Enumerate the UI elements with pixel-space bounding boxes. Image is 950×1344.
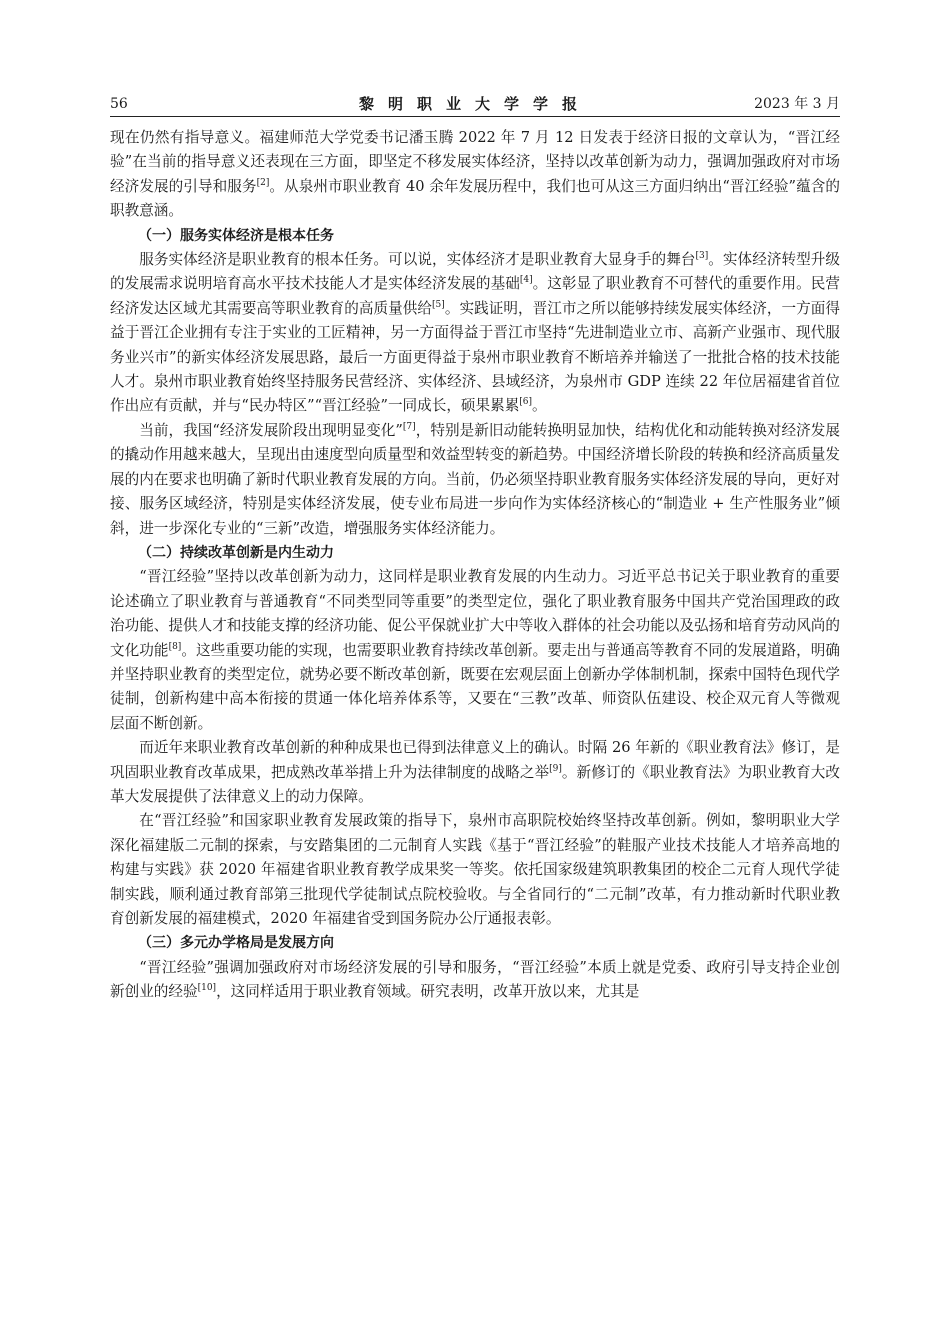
article-body [110,126,840,1005]
paragraph: 现在仍然有指导意义。福建师范大学党委书记潘玉腾 2022 年 7 月 12 日发表于经济日报的文章认为，“晋江经验”在当前的指导意义还表现在三方面，即坚定不移发展实体经济，坚持以改革创新为动力，强调加强政府对市场经济发展的引导和服务[2]。从泉州市职业教育 40 余年发展历程中，我们也可从这三方面归纳出“晋江经验”蕴含的职教意涵。 [110,129,840,220]
paragraph: “晋江经验”强调加强政府对市场经济发展的引导和服务，“晋江经验”本质上就是党委、政府引导支持企业创新创业的经验[10]，这同样适用于职业教育领域。研究表明，改革开放以来，尤其是 [110,958,840,1001]
running-header [110,92,840,116]
header-rule [110,116,840,117]
paragraph: “晋江经验”坚持以改革创新为动力，这同样是职业教育发展的内生动力。习近平总书记关于职业教育的重要论述确立了职业教育与普通教育“不同类型同等重要”的类型定位，强化了职业教育服务中国共产党治国理政的政治功能、提供人才和技能支撑的经济功能、促公平保就业扩大中等收入群体的社会功能以及弘扬和培育劳动风尚的文化功能[8]。这些重要功能的实现，也需要职业教育持续改革创新。要走出与普通高等教育不同的发展道路，明确并坚持职业教育的类型定位，就势必要不断改革创新，既要在宏观层面上创新办学体制机制，探索中国特色现代学徒制，创新构建中高本衔接的贯通一体化培养体系等，又要在“三教”改革、师资队伍建设、校企双元育人等微观层面不断创新。 [110,568,840,732]
page-number: 56 [110,96,128,112]
paragraph: 当前，我国“经济发展阶段出现明显变化”[7]，特别是新旧动能转换明显加快，结构优化和动能转换对经济发展的撬动作用越来越大，呈现出由速度型向质量型和效益型转变的新趋势。中国经济增长阶段的转换和经济高质量发展的内在要求也明确了新时代职业教育发展的方向。当前，仍必须坚持职业教育服务实体经济发展的导向，更好对接、服务区域经济，特别是实体经济发展，使专业布局进一步向作为实体经济核心的“制造业 + 生产性服务业”倾斜，进一步深化专业的“三新”改造，增强服务实体经济能力。 [110,421,840,537]
paragraph: 在“晋江经验”和国家职业教育发展政策的指导下，泉州市高职院校始终坚持改革创新。例如，黎明职业大学深化福建版二元制的探索，与安踏集团的二元制育人实践《基于“晋江经验”的鞋服产业技术技能人才培养高地的构建与实践》获 2020 年福建省职业教育教学成果奖一等奖。依托国家级建筑职教集团的校企二元育人现代学徒制实践，顺利通过教育部第三批现代学徒制试点院校验收。与全省同行的“二元制”改革，有力推动新时代职业教育创新发展的福建模式，2020 年福建省受到国务院办公厅通报表彰。 [110,812,840,927]
paragraph: 而近年来职业教育改革创新的种种成果也已得到法律意义上的确认。时隔 26 年新的《职业教育法》修订，是巩固职业教育改革成果，把成熟改革举措上升为法律制度的战略之举[9]。新修订的《职业教育法》为职业教育大改革大发展提供了法律意义上的动力保障。 [110,739,840,805]
section-heading: （三）多元办学格局是发展方向 [138,935,334,952]
section-heading: （二）持续改革创新是内生动力 [138,544,334,561]
journal-title: 黎明职业大学学报 [358,95,591,113]
issue-date: 2023 年 3 月 [754,96,840,112]
paragraph: 服务实体经济是职业教育的根本任务。可以说，实体经济才是职业教育大显身手的舞台[3]。实体经济转型升级的发展需求说明培育高水平技术技能人才是实体经济发展的基础[4]。这彰显了职业教育不可替代的重要作用。民营经济发达区域尤其需要高等职业教育的高质量供给[5]。实践证明，晋江市之所以能够持续发展实体经济，一方面得益于晋江企业拥有专注于实业的工匠精神，另一方面得益于晋江市坚持“先进制造业立市、高新产业强市、现代服务业兴市”的新实体经济发展思路，最后一方面更得益于泉州市职业教育不断培养并输送了一批批合格的技术技能人才。泉州市职业教育始终坚持服务民营经济、实体经济、县域经济，为泉州市 GDP 连续 22 年位居福建省首位作出应有贡献，并与“民办特区”“晋江经验”一同成长，硕果累累[6]。 [110,251,840,415]
section-heading: （一）服务实体经济是根本任务 [138,227,334,244]
